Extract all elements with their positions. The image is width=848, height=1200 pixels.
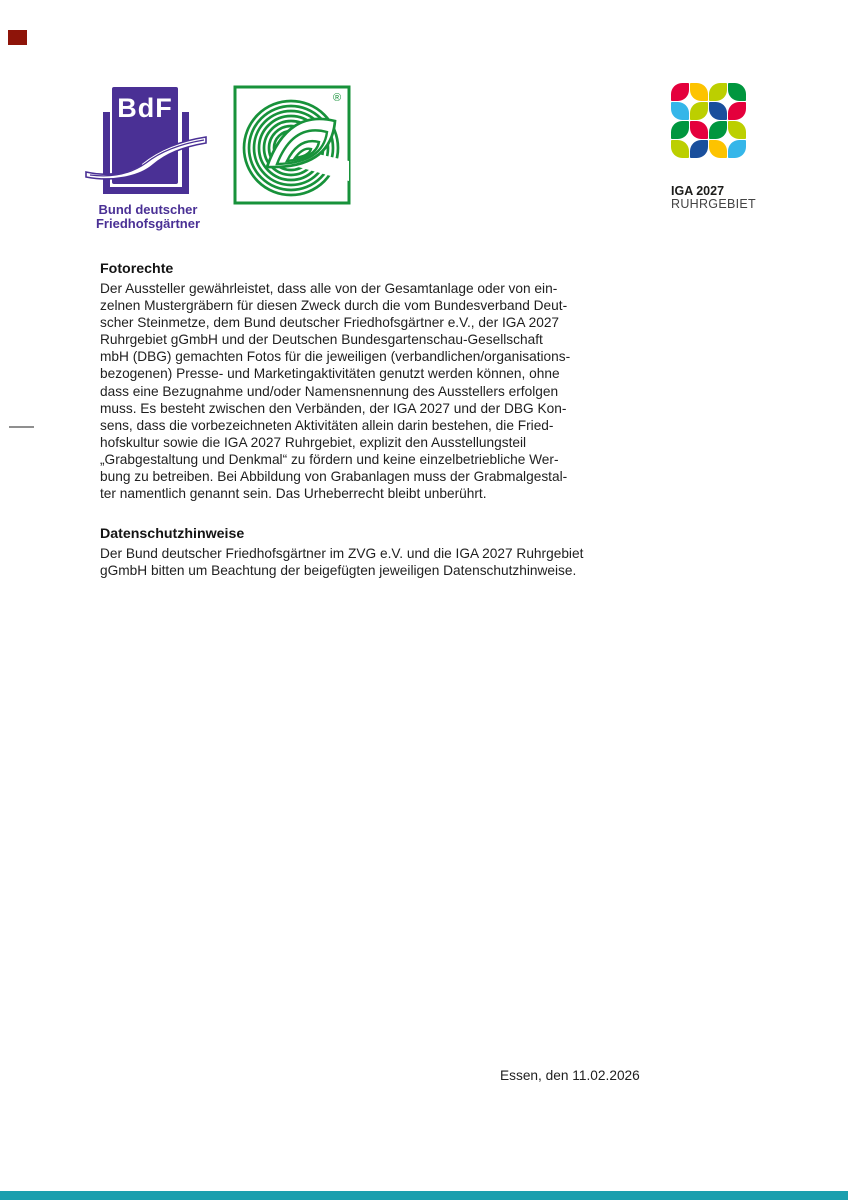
iga-2027-logo <box>671 83 761 211</box>
section-fotorechte <box>100 260 640 502</box>
registration-mark <box>8 30 27 45</box>
bdf-caption <box>84 203 212 230</box>
iga-leaf-sky-icon <box>728 140 746 158</box>
section-datenschutzhinweise <box>100 525 640 579</box>
paragraph-line: Ruhrgebiet gGmbH und der Deutschen Bundesgartenschau-Gesellschaft <box>100 332 543 348</box>
iga-leaf-lime-icon <box>671 140 689 158</box>
iga-leaf-green-icon <box>728 83 746 101</box>
registered-trademark-icon: ® <box>333 92 342 104</box>
iga-leaf-yellow-icon <box>690 83 708 101</box>
bdf-acronym-text: BdF <box>117 93 173 123</box>
paragraph-line: Der Bund deutscher Friedhofsgärtner im ZVG e.V. und die IGA 2027 Ruhrgebiet <box>100 546 584 561</box>
bdf-caption-line2: Friedhofsgärtner <box>95 215 200 231</box>
paragraph-line: zelnen Mustergräbern für diesen Zweck durch die vom Bundesverband Deut- <box>100 298 568 314</box>
iga-leaf-lime-icon <box>709 83 727 101</box>
paragraph-line: muss. Es besteht zwischen den Verbänden, der IGA 2027 und der DBG Kon- <box>100 400 567 416</box>
paragraph-line: bezogenen) Presse- und Marketingaktivitäten genutzt werden können, ohne <box>100 366 560 382</box>
section-heading: Fotorechte <box>100 261 174 277</box>
iga-leaf-red-icon <box>671 83 689 101</box>
iga-leaf-green-icon <box>671 121 689 139</box>
iga-caption <box>671 185 761 211</box>
dateline: Essen, den 11.02.2026 <box>500 1068 640 1083</box>
iga-leaf-blue-icon <box>709 102 727 120</box>
iga-leaf-red-icon <box>690 121 708 139</box>
bdf-caption-line1: Bund deutscher <box>98 202 198 217</box>
iga-leaf-red-icon <box>728 102 746 120</box>
paragraph-line: ter namentlich genannt sein. Das Urheberrecht bleibt unberührt. <box>100 486 487 502</box>
paragraph-line: gGmbH bitten um Beachtung der beigefügten jeweiligen Datenschutzhinweise. <box>100 563 577 579</box>
iga-title: IGA 2027 <box>671 184 725 198</box>
section-heading: Datenschutzhinweise <box>100 526 245 542</box>
iga-leaf-sky-icon <box>671 102 689 120</box>
iga-leaf-green-icon <box>709 121 727 139</box>
quality-mark-logo <box>233 85 351 205</box>
iga-leaf-blue-icon <box>690 140 708 158</box>
iga-leaf-lime-icon <box>690 102 708 120</box>
iga-grid <box>671 83 746 158</box>
paragraph-line: sens, dass die vorbezeichneten Aktivitäten allein darin bestehen, die Fried- <box>100 417 554 433</box>
iga-subtitle: RUHRGEBIET <box>671 197 756 211</box>
paragraph-line: „Grabgestaltung und Denkmal“ zu fördern und keine einzelbetriebliche Wer- <box>100 451 559 467</box>
paragraph-line: hofskultur sowie die IGA 2027 Ruhrgebiet, explizit den Ausstellungsteil <box>100 434 527 450</box>
paragraph-line: Der Aussteller gewährleistet, dass alle von der Gesamtanlage oder von ein- <box>100 281 558 296</box>
paragraph-line: dass eine Bezugnahme und/oder Namensnennung des Ausstellers erfolgen <box>100 383 559 399</box>
paragraph-line: mbH (DBG) gemachten Fotos für die jeweiligen (verbandlichen/organisations- <box>100 349 571 365</box>
paragraph-line: scher Steinmetze, dem Bund deutscher Friedhofsgärtner e.V., der IGA 2027 <box>100 315 560 331</box>
fold-mark <box>9 426 34 428</box>
quality-mark-emblem-icon <box>233 85 351 205</box>
bdf-logo <box>84 84 212 230</box>
paragraph-line: bung zu betreiben. Bei Abbildung von Grabanlagen muss der Grabmalgestal- <box>100 469 568 485</box>
bdf-emblem-icon <box>84 84 212 202</box>
footer-color-bar <box>0 1191 848 1200</box>
iga-leaf-yellow-icon <box>709 140 727 158</box>
iga-leaf-lime-icon <box>728 121 746 139</box>
